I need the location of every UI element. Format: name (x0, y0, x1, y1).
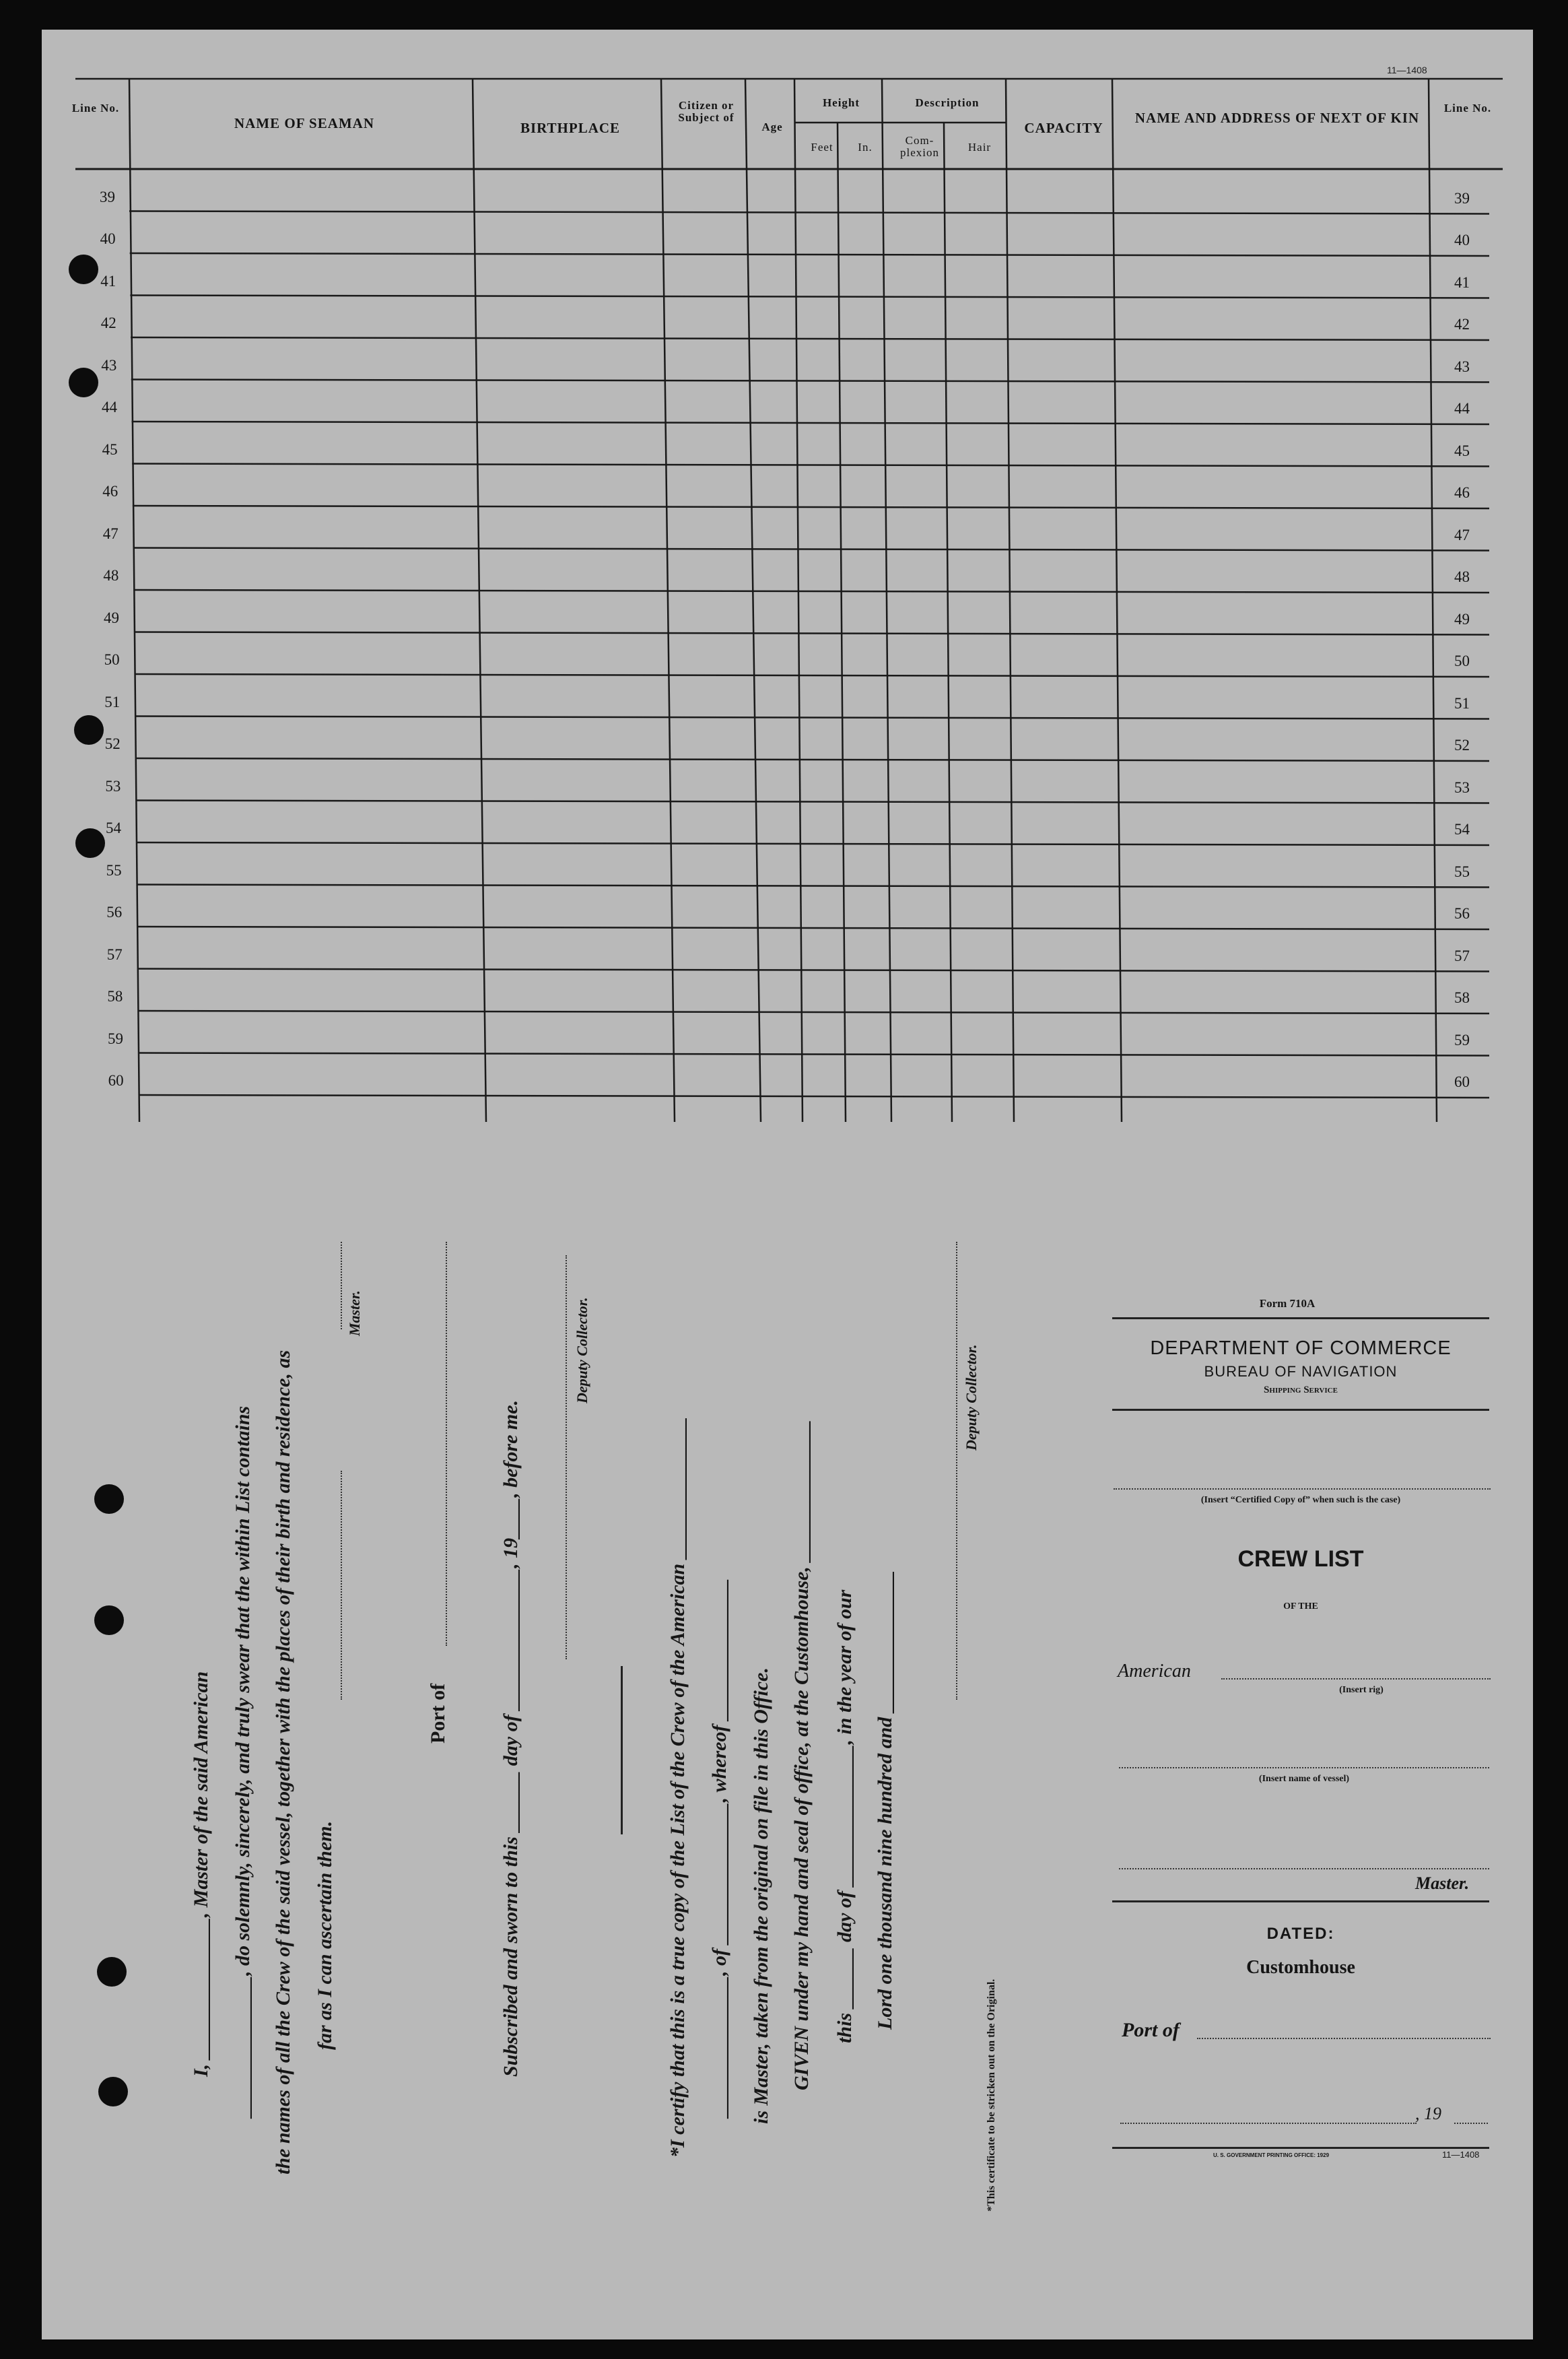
header-inches: In. (858, 141, 873, 154)
line-number-right: 56 (1454, 905, 1470, 922)
row-line (138, 1011, 1489, 1014)
punch-hole (98, 2077, 128, 2106)
line-number-left: 39 (100, 188, 115, 205)
crew-list-title: CREW LIST (1237, 1546, 1364, 1572)
line-number-right: 45 (1454, 442, 1470, 459)
line-number-right: 51 (1454, 694, 1470, 712)
line-number-right: 54 (1454, 821, 1470, 838)
line-number-left: 44 (102, 399, 117, 416)
customhouse-label: Customhouse (1246, 1957, 1355, 1978)
line-number-right: 46 (1454, 484, 1470, 501)
punch-hole (94, 1484, 124, 1514)
header-citizen: Citizen or Subject of (678, 99, 735, 124)
cover-form-code: 11—1408 (1442, 2150, 1480, 2160)
insert-rig-note: (Insert rig) (1339, 1685, 1384, 1695)
row-line (135, 674, 1489, 677)
punch-hole (97, 1957, 127, 1987)
row-line (133, 506, 1489, 508)
line-number-left: 53 (105, 777, 121, 795)
line-number-right: 42 (1454, 316, 1470, 333)
line-number-right: 50 (1454, 653, 1470, 669)
row-line (131, 337, 1489, 340)
line-number-right: 60 (1454, 1073, 1470, 1090)
row-line (132, 464, 1489, 467)
line-number-right: 55 (1454, 863, 1470, 880)
oath-line-2: ______________, do solemnly, sincerely, and truly swear that the within List contains (232, 1405, 254, 2117)
line-number-left: 49 (104, 609, 119, 626)
of-the-label: OF THE (1283, 1601, 1318, 1612)
oath-line-4: far as I can ascertain them. (314, 1820, 336, 2050)
line-number-left: 51 (104, 693, 121, 710)
certified-copy-note: (Insert “Certified Copy of” when such is the case) (1200, 1495, 1401, 1505)
row-line (133, 548, 1489, 551)
certificate-footnote: *This certificate to be stricken out on the Original. (986, 1979, 997, 2212)
row-line (136, 801, 1489, 803)
row-line (131, 380, 1489, 383)
line-number-left: 60 (108, 1072, 124, 1089)
row-line (138, 969, 1489, 972)
line-number-left: 47 (102, 525, 118, 542)
punch-hole (74, 715, 104, 745)
line-number-right: 41 (1454, 273, 1470, 291)
department-title: DEPARTMENT OF COMMERCE (1150, 1337, 1452, 1359)
oath-line-3: the names of all the Crew of the said vessel, together with the places of their birth and residence, as (272, 1350, 294, 2174)
line-number-left: 46 (102, 483, 118, 500)
line-number-right: 52 (1454, 737, 1470, 754)
port-of-label: Port of (427, 1683, 449, 1743)
line-number-left: 57 (106, 945, 123, 963)
row-line (135, 758, 1489, 761)
line-number-left: 41 (100, 272, 116, 290)
row-line (132, 422, 1490, 424)
this-day-line: this ______ day of ______________, in the year of our (833, 1589, 856, 2043)
row-line (139, 1053, 1489, 1056)
line-number-right: 53 (1454, 778, 1470, 796)
row-line (135, 717, 1489, 719)
lord-line: Lord one thousand nine hundred and ______________ (874, 1570, 896, 2030)
form-number: Form 710A (1259, 1297, 1316, 1310)
header-name-of-seaman: NAME OF SEAMAN (234, 115, 375, 131)
header-next-of-kin: NAME AND ADDRESS OF NEXT OF KIN (1134, 110, 1420, 126)
header-feet: Feet (811, 141, 833, 154)
line-number-right: 59 (1454, 1031, 1470, 1049)
year-prefix: , 19 (1415, 2104, 1441, 2123)
punch-hole (94, 1605, 124, 1635)
line-number-right: 44 (1454, 400, 1470, 417)
punch-hole (69, 368, 98, 397)
oath-line-1: I, ______________, Master of the said American (190, 1671, 212, 2077)
header-height: Height (822, 96, 860, 109)
crew-list-page (42, 30, 1533, 2339)
subscribed-sworn: Subscribed and sworn to this ______ day of ______________, 19____, before me. (500, 1399, 522, 2077)
master-signature-label: Master. (346, 1290, 363, 1336)
line-number-left: 59 (108, 1030, 123, 1047)
row-line (139, 1095, 1489, 1098)
line-number-left: 48 (103, 567, 119, 584)
certify-line-1: *I certify that this is a true copy of the List of the Crew of the American ______________ (667, 1417, 689, 2158)
punch-hole (75, 828, 105, 858)
row-line (137, 842, 1490, 845)
deputy-collector-label-2: Deputy Collector. (963, 1344, 980, 1451)
header-description: Description (915, 96, 980, 109)
line-number-left: 56 (106, 904, 123, 921)
line-number-right: 40 (1454, 232, 1470, 248)
row-line (137, 885, 1489, 888)
master-label: Master. (1415, 1873, 1470, 1893)
line-number-left: 52 (104, 735, 121, 752)
printing-office: U. S. GOVERNMENT PRINTING OFFICE: 1929 (1213, 2152, 1330, 2158)
line-number-right: 49 (1454, 610, 1470, 628)
line-number-left: 43 (101, 356, 117, 374)
header-hair: Hair (967, 141, 992, 154)
port-of-cover-label: Port of (1122, 2019, 1180, 2041)
punch-hole (69, 255, 98, 284)
row-line (134, 632, 1489, 635)
form-code-top: 11—1408 (1387, 65, 1427, 75)
insert-vessel-note: (Insert name of vessel) (1258, 1774, 1350, 1784)
deputy-collector-label: Deputy Collector. (574, 1297, 590, 1403)
certify-line-2: ______________, of ______________, whereof ______________ (708, 1579, 730, 2117)
bureau-title: BUREAU OF NAVIGATION (1204, 1363, 1398, 1380)
line-number-right: 57 (1454, 947, 1470, 964)
header-line-no-left: Line No. (71, 102, 120, 114)
row-line (137, 927, 1489, 929)
row-line (130, 253, 1489, 256)
row-line (133, 590, 1489, 593)
line-number-right: 39 (1454, 189, 1470, 207)
row-line (129, 211, 1489, 214)
header-complexion: Com-plexion (900, 134, 939, 159)
header-birthplace: BIRTHPLACE (520, 120, 621, 136)
line-number-left: 58 (107, 988, 123, 1005)
crew-table-grid (42, 30, 1533, 1134)
line-number-left: 42 (100, 314, 116, 331)
shipping-service: Shipping Service (1264, 1385, 1338, 1395)
row-line (130, 296, 1489, 298)
line-number-right: 47 (1454, 526, 1470, 543)
certify-line-3: is Master, taken from the original on file in this Office. (750, 1667, 772, 2124)
american-label: American (1118, 1661, 1191, 1682)
header-line-no-right: Line No. (1443, 102, 1492, 114)
line-number-right: 43 (1454, 358, 1470, 375)
given-line: GIVEN under my hand and seal of office, at the Customhouse, ______________ (790, 1420, 813, 2090)
line-number-left: 55 (106, 861, 122, 879)
line-number-left: 40 (100, 230, 116, 247)
line-number-right: 58 (1454, 989, 1470, 1006)
line-number-left: 54 (106, 820, 121, 836)
line-number-left: 45 (102, 440, 118, 458)
dated-label: DATED: (1266, 1925, 1335, 1943)
header-capacity: CAPACITY (1024, 120, 1103, 136)
line-number-left: 50 (104, 651, 120, 668)
header-age: Age (761, 121, 783, 133)
line-number-right: 48 (1454, 568, 1470, 585)
